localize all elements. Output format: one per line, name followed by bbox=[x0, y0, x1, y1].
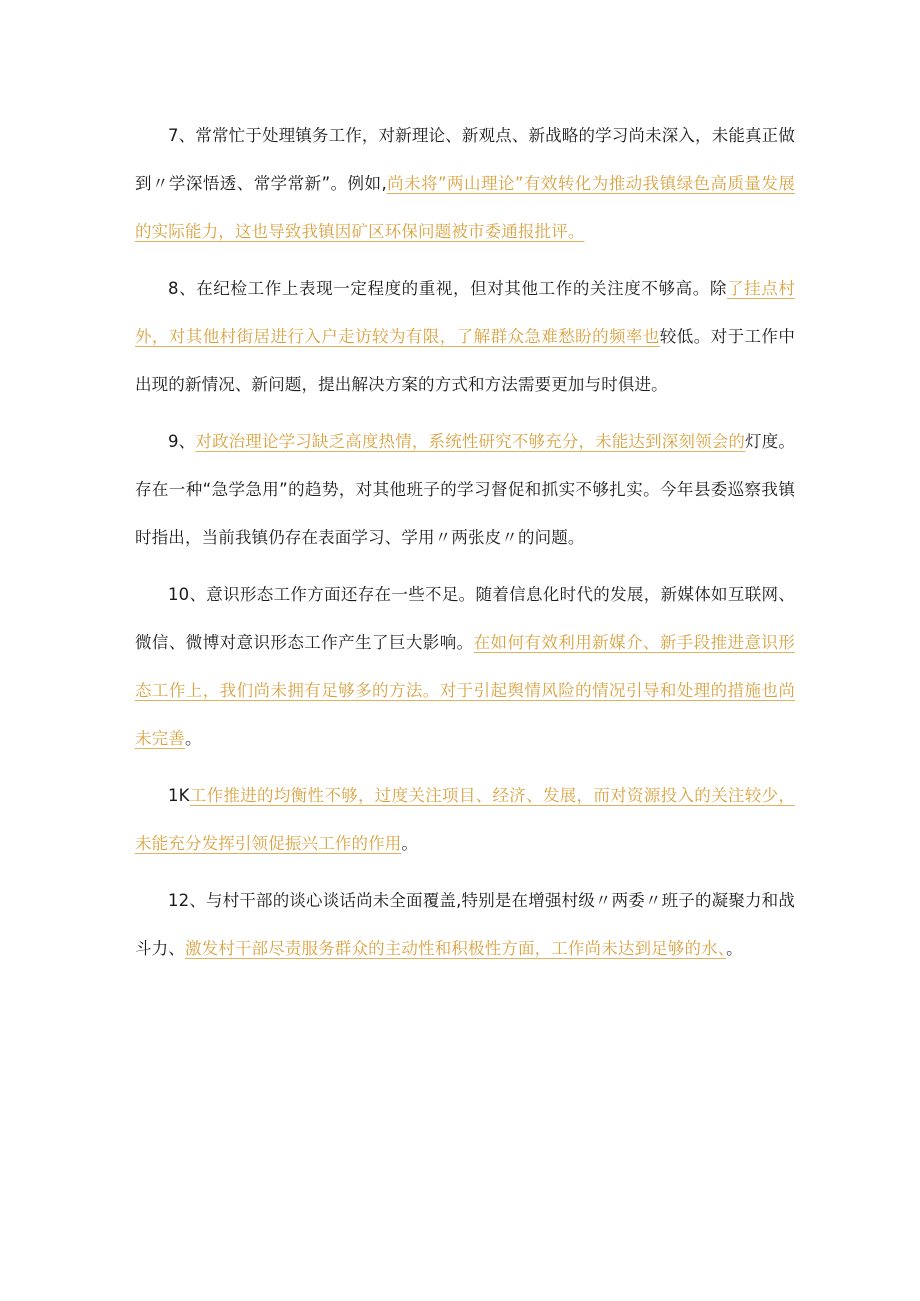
highlighted-text: 尚未将”两山理论”有效转化为推动我镇绿色高质量发展的实际能力，这也导致我镇因矿区环保问题被市委通报批评。 bbox=[135, 174, 795, 241]
text-segment: 。 bbox=[726, 939, 743, 958]
paragraph-10 bbox=[135, 571, 795, 763]
text-segment: 7、常常忙于处理镇务工作，对新理论、新观点、新战略的学习尚未深入，未能真正做到〃学深悟透、常学常新”。例如, bbox=[135, 126, 795, 193]
highlighted-text: 对政治理论学习缺乏高度热情，系统性研究不够充分，未能达到深刻领会的 bbox=[195, 432, 746, 451]
text-segment: 10、意识形态工作方面还存在一些不足。随着信息化时代的发展，新媒体如互联网、微信、微博对意识形态工作产生了巨大影响。 bbox=[135, 585, 795, 652]
paragraph-11 bbox=[135, 772, 795, 868]
text-segment: 9、 bbox=[168, 432, 196, 451]
highlighted-text: 激发村干部尽责服务群众的主动性和积极性方面，工作尚未达到足够的水、 bbox=[184, 939, 727, 958]
text-segment: 1K bbox=[168, 786, 190, 805]
paragraph-12 bbox=[135, 877, 795, 973]
text-segment: 8、在纪检工作上表现一定程度的重视，但对其他工作的关注度不够高。除 bbox=[168, 279, 727, 298]
highlighted-text: 在如何有效利用新媒介、新手段推进意识形态工作上，我们尚未拥有足够多的方法。对于引起舆情风险的情况引导和处理的措施也尚未完善 bbox=[135, 633, 795, 748]
paragraph-8 bbox=[135, 265, 795, 409]
text-segment: 12、与村干部的谈心谈话尚未全面覆盖,特别是在增强村级〃两委〃班子的凝聚力和战斗力、 bbox=[135, 891, 795, 958]
document-body bbox=[135, 112, 795, 982]
highlighted-text: 了挂点村外，对其他村街居进行入户走访较为有限，了解群众急难愁盼的频率也 bbox=[135, 279, 795, 346]
text-segment: 较低。对于工作中出现的新情况、新问题，提出解决方案的方式和方法需要更加与时俱进。 bbox=[135, 327, 796, 394]
text-segment: 。 bbox=[401, 834, 419, 853]
paragraph-9 bbox=[135, 418, 795, 562]
highlighted-text: 工作推进的均衡性不够，过度关注项目、经济、发展，而对资源投入的关注较少，未能充分发挥引领促振兴工作的作用 bbox=[135, 786, 795, 853]
text-segment: 灯度。存在一种“急学急用”的趋势，对其他班子的学习督促和抓实不够扎实。今年县委巡察我镇时指出，当前我镇仍存在表面学习、学用〃两张皮〃的问题。 bbox=[135, 432, 795, 547]
text-segment: 。 bbox=[184, 729, 202, 748]
paragraph-7 bbox=[135, 112, 795, 256]
